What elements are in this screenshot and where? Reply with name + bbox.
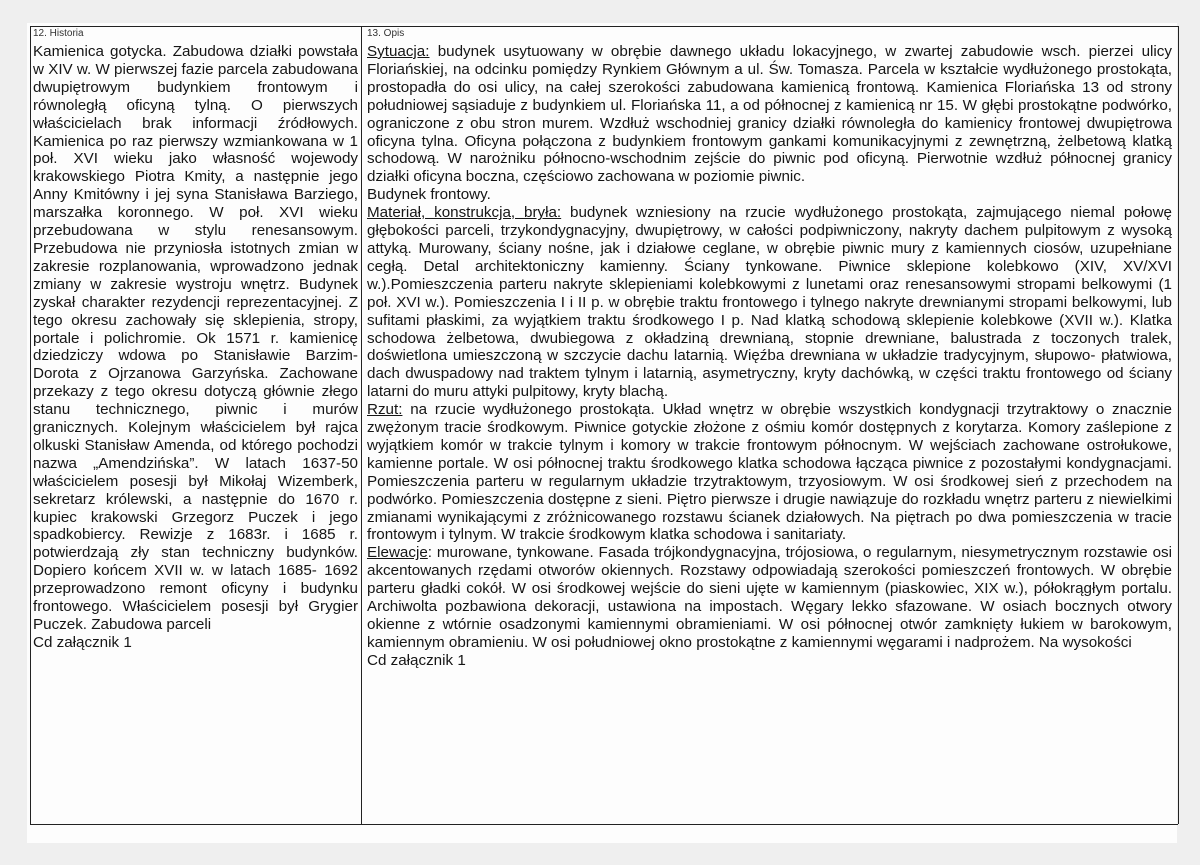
section-material-label: Materiał, konstrukcja, bryła:	[367, 204, 562, 222]
section-situation	[367, 43, 1172, 186]
description-attachment-note: Cd załącznik 1	[367, 651, 466, 669]
section-elevations	[367, 544, 1172, 651]
table-left-border	[30, 26, 31, 824]
section-plan-label: Rzut:	[367, 401, 403, 419]
section-plan	[367, 401, 1172, 544]
section-front-building-text: Budynek frontowy.	[367, 186, 491, 204]
section-front-building	[367, 186, 1172, 204]
section-plan-text: na rzucie wydłużonego prostokąta. Układ wnętrz w obrębie wszystkich kondygnacji trzytraktowy o znacznie zwężonym tracie środkowym. Piwnice gotyckie złożone z ośmiu komór dostępnych z korytarza. Komory zaślepione z wyjątkiem komór w trakcie tylnym i komory w trakcie frontowym północnym. W wejściach zachowane ostrołukowe, kamienne portale. W osi północnej traktu środkowego klatka schodowa łącząca piwnice z pozostałymi kondygnacjami. Pomieszczenia parteru w regularnym układzie trzytraktowym, trzyosiowym. W osi środkowej sień z przechodem na podwórko. Pomieszczenia dostępne z sieni. Piętro pierwsze i drugie nawiązuje do rozkładu wnętrz parteru z niewielkimi zmianami wynikającymi z zróżnicowanego rozstawu ścianek działowych. Na piętrach po dwa pomieszczenia w tracie frontowym i tylnym. W trakcie środkowym klatka schodowa i sanitariaty.	[367, 401, 1172, 544]
table-top-border	[30, 26, 1178, 27]
section-situation-text: budynek usytuowany w obrębie dawnego układu lokacyjnego, w zwartej zabudowie wsch. pierzei ulicy Floriańskiej, na odcinku pomiędzy Rynkiem Głównym a ul. Św. Tomasza. Parcela w kształcie wydłużonego prostokąta, prostopadła do osi ulicy, na całej szerokości zabudowana kamienicą frontową. Kamienica Floriańska 13 od strony południowej sąsiaduje z budynkiem ul. Floriańska 11, a od północnej z kamienicą nr 15. W głębi prostokątne podwórko, ograniczone z obu stron murem. Wzdłuż wschodniej granicy działki równoległa do kamienicy frontowej dwupiętrowa oficyna tylna. Oficyna połączona z budynkiem frontowym gankami komunikacyjnymi z zewnętrzną, żelbetową klatką schodową. W narożniku północno-wschodnim zejście do piwnic pod oficyną. Pierwotnie wzdłuż północnej granicy działki oficyna boczna, częściowo zachowana w poziomie piwnic.	[367, 43, 1172, 186]
table-bottom-border	[30, 824, 1178, 825]
history-body: Kamienica gotycka. Zabudowa działki powstała w XIV w. W pierwszej fazie parcela zabudowana dwupiętrowym budynkiem frontowym i równoległą oficyną tylną. O pierwszych właścicielach brak informacji źródłowych. Kamienica po raz pierwszy wzmiankowana w 1 poł. XVI wieku jako własność wojewody krakowskiego Piotra Kmity, a następnie jego Anny Kmitówny i jej syna Stanisława Barziego, marszałka koronnego. W poł. XVI wieku przebudowana w stylu renesansowym. Przebudowa nie przyniosła istotnych zmian w zakresie rozplanowania, wprowadzono jednak zmiany w zakresie wystroju wnętrz. Budynek zyskał charakter rezydencji reprezentacyjnej. Z tego okresu zachowały się sklepienia, stropy, portale i polichromie. Ok 1571 r. kamienicę dziedziczy wdowa po Stanisławie Barzim-Dorota z Ojrzanowa Garzyńska. Zachowane przekazy z tego okresu dotyczą głównie złego stanu technicznego, piwnic i murów granicznych. Kolejnym właścicielem był rajca olkuski Stanisław Amenda, od którego pochodzi nazwa „Amendzińska”. W latach 1637-50 właścicielem posesji był Mikołaj Wizemberk, sekretarz królewski, a następnie do 1670 r. kupiec krakowski Grzegorz Puczek i jego spadkobiercy. Rewizje z 1683r. i 1685 r. potwierdzają zły stan techniczny budynków. Dopiero końcem XVII w. w latach 1685- 1692 przeprowadzono remont oficyny i budynku frontowego. Właścicielem posesji był Grygier Puczek. Zabudowa parceli	[33, 43, 358, 633]
section-elevations-text: : murowane, tynkowane. Fasada trójkondygnacyjna, trójosiowa, o regularnym, niesymetrycznym rozstawie osi akcentowanych rzędami otworów okiennych. Rozstawy odpowiadają szerokości pomieszczeń frontowych. W obrębie parteru gładki cokół. W osi środkowej wejście do sieni ujęte w kamiennym (piaskowiec, XIX w.), półokrągłym portalu. Archiwolta pozbawiona dekoracji, ustawiona na impostach. Węgary lekko sfazowane. W osiach bocznych otwory okienne z wtórnie osadzonymi kamiennymi obramieniami. W osi północnej otwór zamknięty łukiem w barokowym, kamiennym obramieniu. W osi południowej okno prostokątne z kamiennymi węgarami i nadprożem. Na wysokości	[367, 544, 1172, 651]
section-situation-label: Sytuacja:	[367, 43, 430, 60]
section-material-text: budynek wzniesiony na rzucie wydłużonego prostokąta, zajmującego niemal połowę głębokości parceli, trzykondygnacyjny, dwupiętrowy, w całości podpiwniczony, nakryty dachem pulpitowym z wysoką attyką. Murowany, ściany nośne, jak i działowe ceglane, w obrębie piwnic mury z kamiennych ciosów, uzupełniane cegłą. Detal architektoniczny kamienny. Ściany tynkowane. Piwnice sklepione kolebkowo (XIV, XV/XVI w.).Pomieszczenia parteru nakryte sklepieniami kolebkowymi z lunetami oraz renesansowymi stropami belkowymi (1 poł. XVI w.). Pomieszczenia I i II p. w obrębie traktu frontowego i tylnego nakryte drewnianymi stropami belkowymi, lub sufitami płaskimi, za wyjątkiem traktu środkowego I p. Nad klatką schodową sklepienie kolebkowe (XVII w.). Klatka schodowa żelbetowa, dwubiegowa z okładziną drewnianą, stopnie drewniane, balustrada z toczonych tralek, doświetlona umieszczoną w szczycie dachu latarnią. Więźba drewniana w układzie tradycyjnym, słupowo- płatwiowa, dach dwuspadowy nad traktem tylnym i latarnią, asymetryczny, kryty dachówką, w części traktu frontowego od ściany latarni do muru attyki pulpitowy, kryty blachą.	[367, 204, 1172, 401]
history-column-text	[33, 43, 358, 652]
history-attachment-note: Cd załącznik 1	[33, 633, 132, 651]
description-column-header: 13. Opis	[367, 28, 405, 39]
description-column-text	[367, 43, 1172, 670]
section-elevations-label: Elewacje	[367, 544, 428, 562]
table-right-border	[1178, 26, 1179, 824]
column-divider	[361, 26, 362, 824]
section-material	[367, 204, 1172, 401]
history-column-header: 12. Historia	[33, 28, 84, 39]
